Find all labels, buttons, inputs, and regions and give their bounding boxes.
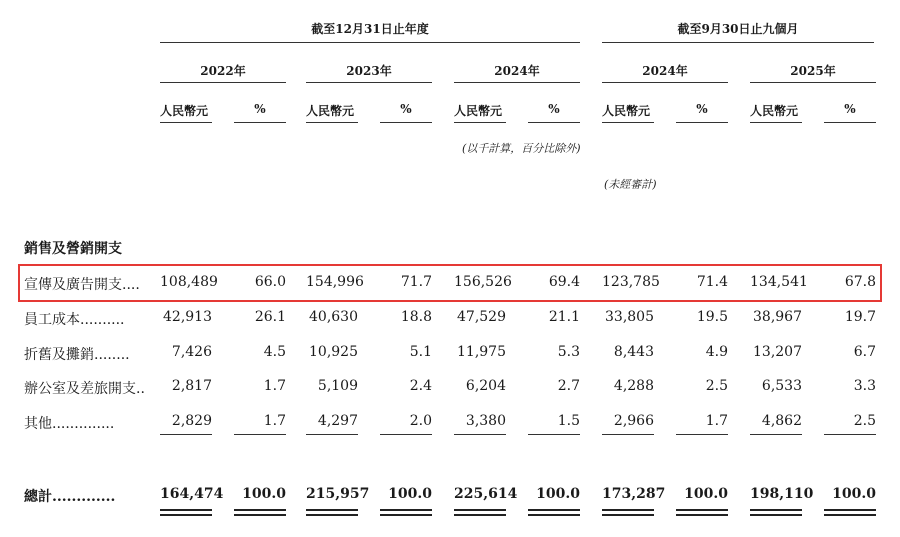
amount-cell: 2,829 [171, 413, 212, 429]
total-double-rule [160, 509, 212, 516]
percent-cell: 1.5 [557, 413, 580, 429]
amount-cell: 7,426 [171, 344, 212, 360]
section-title: 銷售及營銷開支 [24, 241, 122, 257]
amount-cell: 134,541 [750, 274, 808, 290]
subtotal-rule [602, 434, 654, 435]
column-header-rule [234, 122, 286, 123]
column-header-rule [676, 122, 728, 123]
total-double-rule [676, 509, 728, 516]
total-amount-cell: 225,614 [454, 486, 518, 502]
amount-cell: 6,204 [465, 378, 506, 394]
total-percent-cell: 100.0 [242, 486, 286, 502]
column-header-rule [528, 122, 580, 123]
year-header: 2023年 [346, 64, 392, 78]
total-label: 總計............. [24, 489, 116, 505]
percent-cell: 26.1 [254, 309, 286, 325]
amount-cell: 123,785 [602, 274, 660, 290]
row-label: 員工成本.......... [24, 312, 125, 328]
subtotal-rule [750, 434, 802, 435]
percent-cell: 66.0 [254, 274, 286, 290]
total-double-rule [602, 509, 654, 516]
amount-cell: 33,805 [605, 309, 654, 325]
column-header-rule [454, 122, 506, 123]
year-header: 2022年 [200, 64, 246, 78]
amount-cell: 40,630 [309, 309, 358, 325]
year-end-header-rule [160, 42, 580, 43]
amount-cell: 38,967 [753, 309, 802, 325]
percent-cell: 19.7 [844, 309, 876, 325]
subtotal-rule [306, 434, 358, 435]
rmb-column-header: 人民幣元 [160, 104, 209, 118]
percent-cell: 69.4 [548, 274, 580, 290]
subtotal-rule [824, 434, 876, 435]
year-header-rule [750, 82, 876, 83]
percent-cell: 1.7 [705, 413, 728, 429]
rmb-column-header: 人民幣元 [306, 104, 355, 118]
subtotal-rule [454, 434, 506, 435]
subtotal-rule [676, 434, 728, 435]
total-double-rule [380, 509, 432, 516]
year-header-rule [602, 82, 728, 83]
rmb-column-header: 人民幣元 [750, 104, 799, 118]
amount-cell: 108,489 [160, 274, 218, 290]
percent-column-header: % [696, 102, 708, 116]
amount-cell: 4,297 [317, 413, 358, 429]
percent-cell: 18.8 [400, 309, 432, 325]
total-double-rule [528, 509, 580, 516]
percent-cell: 2.5 [853, 413, 876, 429]
total-double-rule [306, 509, 358, 516]
amount-cell: 6,533 [761, 378, 802, 394]
year-header-rule [454, 82, 580, 83]
amount-cell: 13,207 [753, 344, 802, 360]
percent-cell: 3.3 [853, 378, 876, 394]
nine-months-header: 截至9月30日止九個月 [677, 22, 799, 36]
year-header: 2025年 [790, 64, 836, 78]
total-amount-cell: 164,474 [160, 486, 224, 502]
total-percent-cell: 100.0 [832, 486, 876, 502]
column-header-rule [160, 122, 212, 123]
percent-cell: 67.8 [844, 274, 876, 290]
total-double-rule [454, 509, 506, 516]
amount-cell: 11,975 [457, 344, 506, 360]
year-header: 2024年 [494, 64, 540, 78]
column-header-rule [380, 122, 432, 123]
percent-column-header: % [548, 102, 560, 116]
year-header: 2024年 [642, 64, 688, 78]
amount-cell: 8,443 [613, 344, 654, 360]
amount-cell: 4,862 [761, 413, 802, 429]
percent-cell: 2.0 [409, 413, 432, 429]
percent-cell: 4.5 [263, 344, 286, 360]
percent-cell: 71.7 [400, 274, 432, 290]
subtotal-rule [234, 434, 286, 435]
amount-cell: 4,288 [613, 378, 654, 394]
total-double-rule [234, 509, 286, 516]
percent-cell: 6.7 [853, 344, 876, 360]
amount-cell: 2,817 [171, 378, 212, 394]
year-header-rule [160, 82, 286, 83]
amount-cell: 10,925 [309, 344, 358, 360]
percent-cell: 5.1 [409, 344, 432, 360]
percent-column-header: % [400, 102, 412, 116]
percent-cell: 5.3 [557, 344, 580, 360]
nine-months-header-rule [602, 42, 874, 43]
column-header-rule [602, 122, 654, 123]
amount-cell: 42,913 [163, 309, 212, 325]
row-label: 辦公室及差旅開支.. [24, 381, 145, 397]
percent-column-header: % [254, 102, 266, 116]
amount-cell: 5,109 [317, 378, 358, 394]
row-label: 宣傳及廣告開支.... [24, 277, 140, 293]
year-header-rule [306, 82, 432, 83]
row-label: 其他.............. [24, 416, 115, 432]
total-amount-cell: 198,110 [750, 486, 814, 502]
amount-cell: 154,996 [306, 274, 364, 290]
total-percent-cell: 100.0 [388, 486, 432, 502]
percent-cell: 2.5 [705, 378, 728, 394]
column-header-rule [306, 122, 358, 123]
percent-cell: 19.5 [696, 309, 728, 325]
total-amount-cell: 215,957 [306, 486, 370, 502]
percent-cell: 1.7 [263, 413, 286, 429]
amount-cell: 47,529 [457, 309, 506, 325]
subtotal-rule [528, 434, 580, 435]
thousands-note: (以千計算，百分比除外) [462, 142, 581, 155]
percent-column-header: % [844, 102, 856, 116]
rmb-column-header: 人民幣元 [454, 104, 503, 118]
amount-cell: 2,966 [613, 413, 654, 429]
percent-cell: 2.7 [557, 378, 580, 394]
unaudited-note: (未經審計) [604, 178, 657, 191]
year-end-header: 截至12月31日止年度 [311, 22, 429, 36]
column-header-rule [824, 122, 876, 123]
percent-cell: 71.4 [696, 274, 728, 290]
percent-cell: 4.9 [705, 344, 728, 360]
rmb-column-header: 人民幣元 [602, 104, 651, 118]
column-header-rule [750, 122, 802, 123]
total-percent-cell: 100.0 [536, 486, 580, 502]
subtotal-rule [380, 434, 432, 435]
amount-cell: 3,380 [465, 413, 506, 429]
subtotal-rule [160, 434, 212, 435]
percent-cell: 1.7 [263, 378, 286, 394]
percent-cell: 2.4 [409, 378, 432, 394]
total-percent-cell: 100.0 [684, 486, 728, 502]
total-double-rule [824, 509, 876, 516]
percent-cell: 21.1 [548, 309, 580, 325]
total-double-rule [750, 509, 802, 516]
amount-cell: 156,526 [454, 274, 512, 290]
total-amount-cell: 173,287 [602, 486, 666, 502]
row-label: 折舊及攤銷........ [24, 347, 130, 363]
